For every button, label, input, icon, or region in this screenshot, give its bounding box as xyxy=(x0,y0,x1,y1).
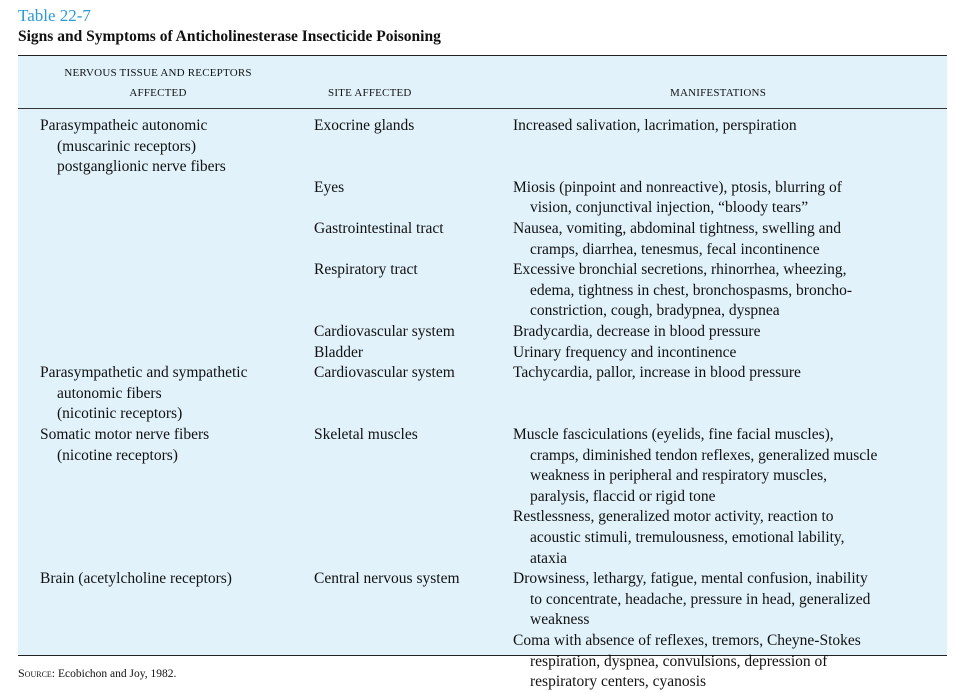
manifestation-line: acoustic stimuli, tremulousness, emotional lability, xyxy=(530,528,845,546)
manifestation-line: to concentrate, headache, pressure in head, generalized xyxy=(530,590,871,608)
site-cell: Gastrointestinal tract xyxy=(314,220,444,237)
site-cell: Skeletal muscles xyxy=(314,426,418,443)
tissue-cell xyxy=(40,425,300,466)
manifestation-line: Muscle fasciculations (eyelids, fine facial muscles), xyxy=(513,426,834,443)
manifestation-line: Restlessness, generalized motor activity, reaction to xyxy=(513,508,834,526)
manifestation-line: vision, conjunctival injection, “bloody tears” xyxy=(530,199,809,217)
site-cell: Cardiovascular system xyxy=(314,323,455,340)
manifestations-cell xyxy=(513,363,933,384)
source-label: Source: xyxy=(18,666,56,680)
manifestation-line: Bradycardia, decrease in blood pressure xyxy=(513,323,761,340)
header-nervous-tissue-line2: AFFECTED xyxy=(129,87,187,99)
manifestation-line: weakness xyxy=(530,611,590,629)
manifestation-line: respiration, dyspnea, convulsions, depression of xyxy=(530,652,828,670)
site-cell: Bladder xyxy=(314,343,364,361)
manifestation-line: Increased salivation, lacrimation, perspiration xyxy=(513,117,797,134)
manifestation-line: Miosis (pinpoint and nonreactive), ptosis, blurring of xyxy=(513,178,842,196)
manifestations-cell xyxy=(513,116,933,137)
tissue-cell xyxy=(40,363,300,425)
tissue-line: (nicotine receptors) xyxy=(57,446,178,464)
site-cell: Respiratory tract xyxy=(314,261,418,279)
site-cell: Cardiovascular system xyxy=(314,364,455,382)
manifestation-line: cramps, diarrhea, tenesmus, fecal incontinence xyxy=(530,240,820,258)
manifestation-line: constriction, cough, bradypnea, dyspnea xyxy=(530,302,780,320)
manifestation-line: ataxia xyxy=(530,549,568,567)
manifestation-line: Urinary frequency and incontinence xyxy=(513,343,737,361)
manifestations-cell xyxy=(513,322,933,343)
tissue-line: Parasympathetic and sympathetic xyxy=(40,364,248,382)
tissue-line: Parasympatheic autonomic xyxy=(40,117,208,134)
manifestation-line: Tachycardia, pallor, increase in blood pressure xyxy=(513,364,801,382)
manifestations-cell xyxy=(513,507,933,569)
manifestation-line: weakness in peripheral and respiratory muscles, xyxy=(530,467,827,485)
manifestation-line: Nausea, vomiting, abdominal tightness, swelling and xyxy=(513,220,842,237)
manifestation-line: cramps, diminished tendon reflexes, generalized muscle xyxy=(530,446,878,464)
tissue-line: autonomic fibers xyxy=(57,384,162,402)
manifestations-cell xyxy=(513,260,933,322)
manifestation-line: Excessive bronchial secretions, rhinorrhea, wheezing, xyxy=(513,261,847,279)
table-number: Table 22-7 xyxy=(18,6,91,25)
manifestation-line: respiratory centers, cyanosis xyxy=(530,673,707,691)
header-site-affected: SITE AFFECTED xyxy=(328,87,412,99)
manifestation-line: Drowsiness, lethargy, fatigue, mental confusion, inability xyxy=(513,570,868,588)
source-note xyxy=(18,666,176,681)
header-rule xyxy=(18,108,947,109)
manifestations-cell xyxy=(513,178,933,219)
tissue-line: (nicotinic receptors) xyxy=(57,405,183,423)
tissue-line: postganglionic nerve fibers xyxy=(57,158,226,176)
header-nervous-tissue xyxy=(43,63,273,103)
site-cell: Eyes xyxy=(314,178,345,196)
manifestations-cell xyxy=(513,569,933,631)
header-manifestations: MANIFESTATIONS xyxy=(669,87,767,99)
tissue-cell xyxy=(40,569,300,590)
site-cell: Central nervous system xyxy=(314,570,460,588)
table-title: Signs and Symptoms of Anticholinesterase Insecticide Poisoning xyxy=(18,28,441,45)
manifestation-line: paralysis, flaccid or rigid tone xyxy=(530,487,716,505)
site-cell: Exocrine glands xyxy=(314,117,415,134)
tissue-line: Somatic motor nerve fibers xyxy=(40,426,210,443)
manifestation-line: Coma with absence of reflexes, tremors, Cheyne-Stokes xyxy=(513,632,861,649)
manifestations-cell xyxy=(513,219,933,260)
tissue-line: Brain (acetylcholine receptors) xyxy=(40,570,232,588)
manifestations-cell xyxy=(513,425,933,507)
tissue-line: (muscarinic receptors) xyxy=(57,137,197,155)
manifestation-line: edema, tightness in chest, bronchospasms, broncho- xyxy=(530,281,852,299)
manifestations-cell xyxy=(513,343,933,364)
header-nervous-tissue-line1: NERVOUS TISSUE AND RECEPTORS xyxy=(64,67,252,79)
tissue-cell xyxy=(40,116,300,178)
source-text: Ecobichon and Joy, 1982. xyxy=(55,668,177,680)
